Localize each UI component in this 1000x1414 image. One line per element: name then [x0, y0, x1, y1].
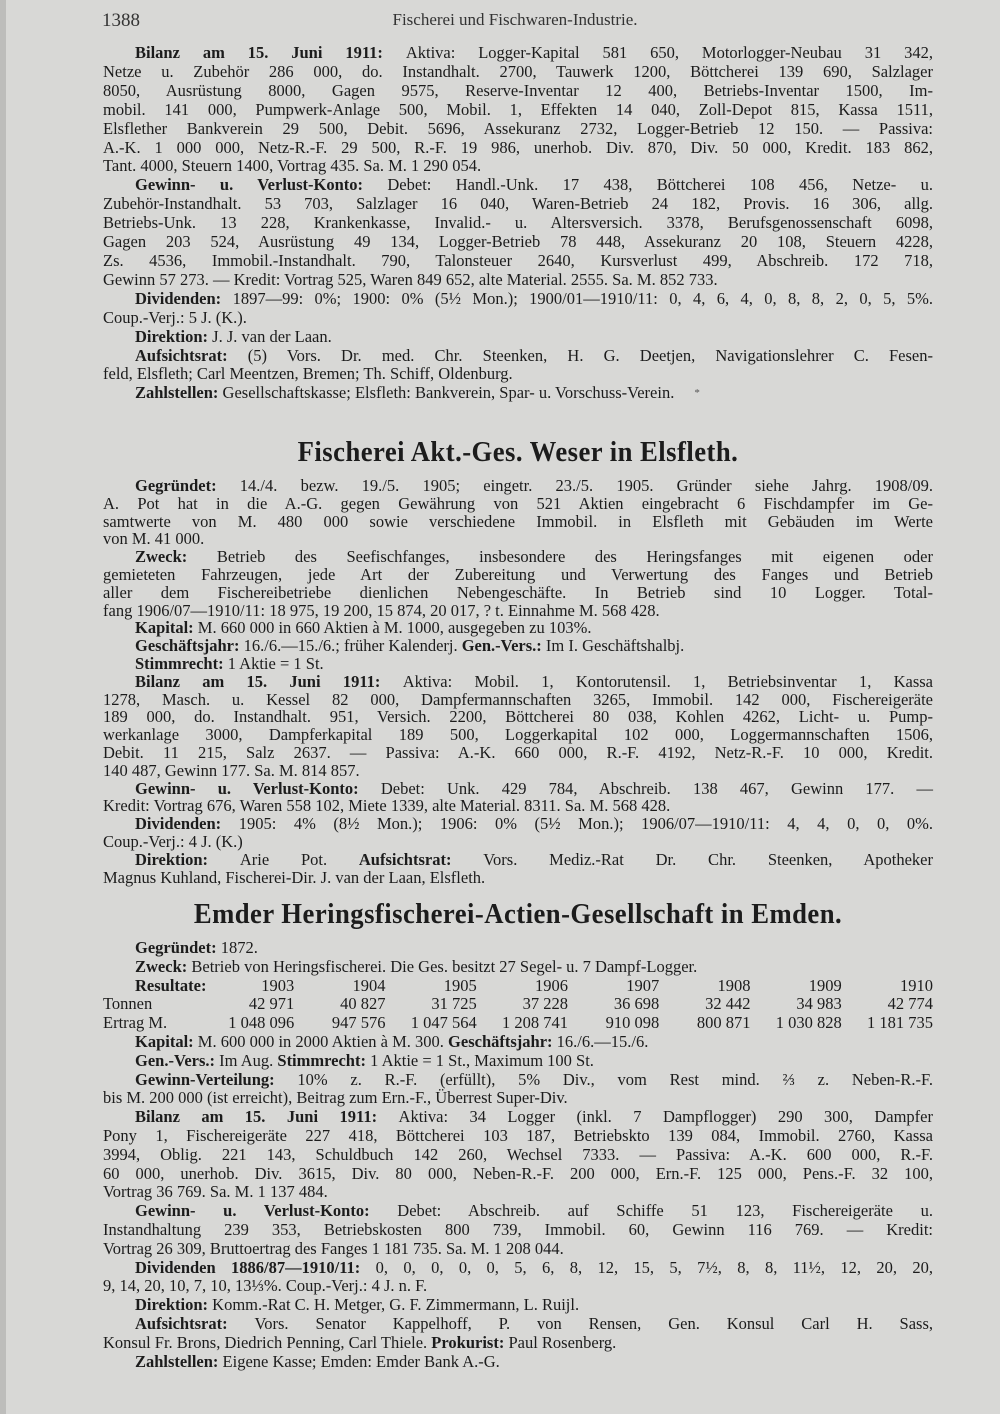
text-line — [103, 44, 933, 63]
text-line — [103, 744, 933, 762]
entry-label: Direktion: — [135, 849, 240, 869]
results-value: 31 725 — [431, 994, 477, 1014]
text-line — [103, 82, 933, 101]
text-line — [103, 495, 933, 513]
entry-label: Gewinn-Verteilung: — [135, 1069, 298, 1089]
results-value: 37 228 — [522, 994, 568, 1014]
text-line — [103, 365, 933, 384]
entry-label: Dividenden: — [135, 288, 233, 308]
results-value: 32 442 — [705, 994, 751, 1014]
entry-text: Im I. Geschäftshalbj. — [545, 636, 685, 656]
entry-label: Gegründet: — [135, 938, 221, 957]
results-label: Resultate: — [135, 975, 207, 995]
entry-text: feld, Elsfleth; Carl Meentzen, Bremen; Th. Schiff, Oldenburg. — [103, 364, 513, 384]
text-line — [103, 157, 933, 176]
text-line — [103, 214, 933, 233]
results-value: 947 576 — [331, 1013, 386, 1033]
entry-text: Pony 1, Fischereigeräte 227 418, Böttcherei 103 187, Betriebskto 139 084, Immobil. 2760, Kassa — [103, 1125, 933, 1145]
entry-text: 60 000, unerhob. Div. 3615, Div. 80 000, Neben-R.-F. 200 000, Ern.-F. 125 000, Pens.-F. 32 100, — [103, 1163, 933, 1183]
entry-text: 1897—99: 0%; 1900: 0% (5½ Mon.); 1900/01—1910/11: 0, 4, 6, 4, 0, 8, 8, 2, 0, 5, 5%. — [232, 288, 933, 308]
text-line — [103, 869, 933, 887]
entry-label: Bilanz am 15. Juni 1911: — [135, 671, 403, 691]
entry-text: Magnus Kuhland, Fischerei-Dir. J. van der Laan, Elsfleth. — [103, 867, 486, 887]
text-line — [103, 602, 933, 620]
entry-label: Prokurist: — [431, 1332, 509, 1352]
text-line — [103, 815, 933, 833]
running-title: Fischerei und Fischwaren-Industrie. — [392, 10, 638, 29]
entry-text: Betrieb von Heringsfischerei. Die Ges. besitzt 27 Segel- u. 7 Dampf-Logger. — [191, 956, 698, 976]
entry-text: Netze u. Zubehör 286 000, do. Instandhalt. 2700, Tauwerk 1200, Böttcherei 139 690, Salzlager — [103, 61, 933, 81]
entry-label: Gegründet: — [135, 476, 240, 495]
entry-text: Aktiva: 34 Logger (inkl. 7 Dampflogger) 290 300, Dampfer — [398, 1107, 933, 1127]
text-line — [103, 619, 933, 637]
text-line — [103, 726, 933, 744]
results-year: 1907 — [626, 975, 660, 995]
results-value: 800 871 — [696, 1013, 751, 1033]
text-line — [103, 1108, 933, 1127]
text-line — [103, 309, 933, 328]
results-year: 1909 — [808, 975, 842, 995]
entry-label: Zweck: — [135, 547, 217, 567]
entry-text: mobil. 141 000, Pumpwerk-Anlage 500, Mobil. 1, Effekten 14 040, Zoll-Depot 815, Kassa 1511, — [103, 99, 933, 119]
text-line — [103, 1202, 933, 1221]
entry-text: M. 600 000 in 2000 Aktien à M. 300. — [197, 1031, 449, 1051]
entry-label: Zahlstellen: — [135, 1351, 223, 1371]
entry-label: Aufsichtsrat: — [358, 849, 484, 869]
text-line — [103, 1165, 933, 1184]
entry-label: Stimmrecht: — [135, 653, 228, 673]
section-heading: Emder Heringsfischerei-Actien-Gesellschaft in Emden. — [193, 898, 843, 930]
entry-text: Vors. Mediz.-Rat Dr. Chr. Steenken, Apotheker — [483, 849, 933, 869]
entry-text: Debit. 11 215, Salz 2637. — Passiva: A.-K. 660 000, R.-F. 4192, Netz-R.-F. 10 000, Kredit. — [103, 742, 933, 762]
text-line — [103, 1183, 933, 1202]
text-line — [103, 530, 933, 548]
text-line — [103, 1146, 933, 1165]
entry-label: Dividenden 1886/87—1910/11: — [135, 1257, 376, 1277]
section-previous-company — [103, 44, 933, 403]
text-line — [103, 233, 933, 252]
entry-text: Betrieb des Seefischfanges, insbesondere des Heringsfanges mit eigenen oder — [216, 547, 933, 567]
entry-label: Gen.-Vers.: — [461, 636, 546, 656]
entry-text: 3994, Oblig. 221 143, Schuldbuch 142 260, Wechsel 7333. — Passiva: A.-K. 600 000, R.-F. — [103, 1144, 933, 1164]
results-year: 1910 — [900, 975, 933, 995]
footnote-mark: * — [694, 387, 700, 400]
entry-text: aller dem Fischereibetriebe dienlichen Nebengeschäfte. In Betrieb sind 10 Logger. Total- — [103, 582, 933, 602]
entry-text: 1905: 4% (8½ Mon.); 1906: 0% (5½ Mon.); 1906/07—1910/11: 4, 4, 0, 0, 0%. — [238, 814, 933, 834]
section-fischerei-weser — [103, 436, 933, 886]
text-line — [103, 120, 933, 139]
text-line — [103, 1089, 933, 1108]
text-line — [103, 1052, 933, 1071]
entry-label: Gewinn- u. Verlust-Konto: — [135, 778, 381, 798]
results-value: 42 774 — [887, 994, 933, 1014]
entry-text: Aktiva: Mobil. 1, Kontorutensil. 1, Betriebsinventar 1, Kassa — [402, 671, 933, 691]
entry-text: J. J. van der Laan. — [212, 326, 332, 346]
text-line — [103, 1127, 933, 1146]
results-table — [103, 977, 933, 1033]
entry-label: Aufsichtsrat: — [135, 345, 248, 365]
text-line — [103, 1277, 933, 1296]
entry-text: 16./6.—15./6. — [556, 1031, 649, 1051]
results-value: 1 181 735 — [867, 1013, 933, 1033]
results-value: 1 208 741 — [502, 1013, 568, 1033]
entry-text: A.-K. 1 000 000, Netz-R.-F. 29 500, R.-F. 19 986, unerhob. Div. 870, Div. 50 000, Kredit. 183 862, — [103, 137, 933, 157]
text-line — [103, 939, 933, 958]
entry-label: Zahlstellen: — [135, 383, 223, 403]
text-line — [103, 101, 933, 120]
entry-text: 1 Aktie = 1 St. — [227, 653, 324, 673]
entry-label: Gewinn- u. Verlust-Konto: — [135, 175, 388, 195]
text-line — [103, 1259, 933, 1278]
text-line — [103, 1353, 933, 1372]
entry-text: Paul Rosenberg. — [508, 1332, 617, 1352]
results-value: 1 047 564 — [410, 1013, 477, 1033]
section-heading: Fischerei Akt.-Ges. Weser in Elsfleth. — [297, 436, 739, 468]
entry-label: Kapital: — [135, 1031, 198, 1051]
section-emder-heringsfischerei — [103, 898, 933, 1371]
entry-label: Gen.-Vers.: — [135, 1050, 220, 1070]
entry-text: Betriebs-Unk. 13 228, Krankenkasse, Invalid.- u. Altersversich. 3378, Berufsgenossenschaft 6098, — [103, 213, 933, 233]
text-line — [103, 1033, 933, 1052]
entry-text: Vors. Senator Kappelhoff, P. von Rensen, Gen. Konsul Carl H. Sass, — [254, 1313, 933, 1333]
results-year: 1904 — [352, 975, 386, 995]
entry-text: samtwerte von M. 480 000 sowie verschiedene Immobil. in Elsfleth mit Gebäuden im Werte — [103, 511, 933, 531]
entry-label: Gewinn- u. Verlust-Konto: — [135, 1201, 398, 1221]
entry-text: 9, 14, 20, 10, 7, 10, 13⅓%. Coup.-Verj.: 4 J. n. F. — [103, 1276, 428, 1296]
entry-text: Vortrag 36 769. Sa. M. 1 137 484. — [103, 1182, 328, 1202]
entry-text: Instandhaltung 239 353, Betriebskosten 800 739, Immobil. 60, Gewinn 116 769. — Kredit: — [103, 1219, 933, 1239]
results-row-label: Ertrag M. — [103, 1013, 168, 1033]
entry-label: Zweck: — [135, 956, 192, 976]
text-line — [103, 384, 933, 403]
entry-text: Zubehör-Instandhalt. 53 703, Salzlager 16 040, Waren-Betrieb 24 182, Provis. 16 306, allg. — [103, 194, 933, 214]
text-line — [103, 328, 933, 347]
text-line — [103, 63, 933, 82]
text-line — [103, 139, 933, 158]
entry-label: Bilanz am 15. Juni 1911: — [135, 43, 406, 62]
entry-label: Stimmrecht: — [277, 1050, 371, 1070]
entry-text: gemieteten Fahrzeugen, jede Art der Zubereitung und Verwertung des Fanges und Betrieb — [103, 564, 933, 584]
text-line — [103, 797, 933, 815]
entry-label: Geschäftsjahr: — [135, 636, 244, 656]
text-line — [103, 851, 933, 869]
text-line — [103, 195, 933, 214]
results-value: 1 048 096 — [228, 1013, 295, 1033]
entry-text: Gewinn 57 273. — Kredit: Vortrag 525, Waren 849 652, alte Material. 2555. Sa. M. 852 733. — [103, 269, 718, 289]
text-line — [103, 271, 933, 290]
text-line — [103, 513, 933, 531]
entry-text: 1 Aktie = 1 St., Maximum 100 St. — [370, 1050, 594, 1070]
results-year: 1905 — [443, 975, 477, 995]
entry-text: 189 000, do. Instandhalt. 951, Versich. 2200, Böttcherei 80 038, Kohlen 4262, Licht- u. Pump- — [103, 707, 933, 727]
entry-text: 16./6.—15./6.; früher Kalenderj. — [243, 636, 462, 656]
page-number: 1388 — [102, 10, 140, 31]
entry-text: Konsul Fr. Brons, Diedrich Penning, Carl Thiele. — [103, 1332, 432, 1352]
text-line — [103, 958, 933, 977]
entry-text: M. 660 000 in 660 Aktien à M. 1000, ausgegeben zu 103%. — [197, 618, 592, 638]
text-line — [103, 566, 933, 584]
text-line — [103, 1296, 933, 1315]
entry-text: Vortrag 26 309, Bruttoertrag des Fanges 1 181 735. Sa. M. 1 208 044. — [103, 1238, 564, 1258]
results-value: 40 827 — [340, 994, 386, 1014]
text-line — [103, 584, 933, 602]
entry-text: bis M. 200 000 (ist erreicht), Beitrag zum Ern.-F., Überrest Super-Div. — [103, 1088, 568, 1108]
text-line — [103, 780, 933, 798]
entry-text: 14./4. bezw. 19./5. 1905; eingetr. 23./5. 1905. Gründer siehe Jahrg. 1908/09. — [239, 476, 933, 495]
entry-text: A. Pot hat in die A.-G. gegen Gewährung von 521 Aktien eingebracht 6 Fischdampfer im Ge- — [103, 493, 933, 513]
text-line — [103, 708, 933, 726]
text-line — [103, 673, 933, 691]
results-value: 1 030 828 — [775, 1013, 842, 1033]
entry-text: Tant. 4000, Steuern 1400, Vortrag 435. Sa. M. 1 290 054. — [103, 156, 482, 176]
entry-text: von M. 41 000. — [103, 529, 205, 549]
text-line — [103, 176, 933, 195]
text-line — [103, 1240, 933, 1259]
entry-label: Direktion: — [135, 1295, 213, 1315]
entry-text: Kredit: Vortrag 676, Waren 558 102, Miete 1339, alte Material. 8311. Sa. M. 568 428. — [103, 796, 671, 816]
entry-label: Aufsichtsrat: — [135, 1313, 255, 1333]
entry-text: Arie Pot. — [239, 849, 359, 869]
entry-text: Zs. 4536, Immobil.-Instandhalt. 790, Talonsteuer 2640, Kursverlust 499, Abschreib. 172 718, — [103, 250, 933, 270]
entry-text: Debet: Handl.-Unk. 17 438, Böttcherei 108 456, Netze- u. — [387, 175, 933, 195]
entry-text: Eigene Kasse; Emden: Emder Bank A.-G. — [222, 1351, 500, 1371]
entry-label: Bilanz am 15. Juni 1911: — [135, 1107, 399, 1127]
entry-text: 10% z. R.-F. (erfüllt), 5% Div., vom Rest mind. ⅔ z. Neben-R.-F. — [297, 1069, 933, 1089]
entry-text: 1872. — [220, 938, 258, 957]
entry-text: 140 487, Gewinn 177. Sa. M. 814 857. — [103, 760, 360, 780]
text-line — [103, 655, 933, 673]
entry-text: 8050, Ausrüstung 8000, Gagen 9575, Reserve-Inventar 12 400, Betriebs-Inventar 1500, Im- — [103, 80, 933, 100]
text-line — [103, 1221, 933, 1240]
text-line — [103, 347, 933, 366]
text-line — [103, 691, 933, 709]
entry-text: 1278, Masch. u. Kessel 82 000, Dampfermannschaften 3265, Immobil. 142 000, Fischereigeräte — [103, 689, 933, 709]
entry-label: Geschäftsjahr: — [448, 1031, 557, 1051]
text-line — [103, 833, 933, 851]
results-value: 36 698 — [613, 994, 660, 1014]
results-row-label: Tonnen — [103, 994, 153, 1014]
results-year: 1906 — [535, 975, 568, 995]
text-line — [103, 637, 933, 655]
entry-text: (5) Vors. Dr. med. Chr. Steenken, H. G. Deetjen, Navigationslehrer C. Fesen- — [247, 345, 933, 365]
entry-text: werkanlage 3000, Dampferkapital 189 500, Loggerkapital 102 000, Loggermannschaften 1506, — [103, 725, 933, 745]
text-line — [103, 477, 933, 495]
text-line — [103, 1315, 933, 1334]
entry-text: Elsflether Bankverein 29 500, Debit. 5696, Assekuranz 2732, Logger-Betrieb 12 150. — Passiva: — [103, 118, 933, 138]
entry-text: Gesellschaftskasse; Elsfleth: Bankverein, Spar- u. Vorschuss-Verein. — [222, 383, 675, 403]
entry-text: Aktiva: Logger-Kapital 581 650, Motorlogger-Neubau 31 342, — [405, 43, 933, 62]
results-value: 42 971 — [248, 994, 295, 1014]
results-value: 910 098 — [605, 1013, 660, 1033]
entry-label: Dividenden: — [135, 814, 239, 834]
text-line — [103, 252, 933, 271]
entry-text: Komm.-Rat C. H. Metger, G. F. Zimmermann, L. Ruijl. — [212, 1295, 580, 1315]
entry-text: Coup.-Verj.: 5 J. (K.). — [103, 307, 247, 327]
entry-text: Debet: Abschreib. auf Schiffe 51 123, Fischereigeräte u. — [397, 1201, 933, 1221]
entry-text: Coup.-Verj.: 4 J. (K.) — [103, 831, 243, 851]
results-year: 1908 — [717, 975, 751, 995]
page-edge — [0, 0, 6, 1414]
entry-text: 0, 0, 0, 0, 0, 5, 6, 8, 12, 15, 5, 7½, 8, 8, 11½, 12, 20, 20, — [375, 1257, 933, 1277]
entry-label: Kapital: — [135, 618, 198, 638]
entry-text: Gagen 203 524, Ausrüstung 49 134, Logger-Betrieb 78 448, Assekuranz 20 108, Steuern 4228, — [103, 232, 933, 252]
entry-text: fang 1906/07—1910/11: 18 975, 19 200, 15 874, 20 017, ? t. Einnahme M. 568 428. — [103, 600, 660, 620]
text-line — [103, 548, 933, 566]
results-value: 34 983 — [796, 994, 842, 1014]
text-line — [103, 1334, 933, 1353]
entry-text: Debet: Unk. 429 784, Abschreib. 138 467, Gewinn 177. — — [380, 778, 933, 798]
results-year: 1903 — [261, 975, 295, 995]
text-line — [103, 290, 933, 309]
text-line — [103, 1071, 933, 1090]
text-line — [103, 762, 933, 780]
entry-label: Direktion: — [135, 326, 213, 346]
entry-text: Im Aug. — [219, 1050, 278, 1070]
